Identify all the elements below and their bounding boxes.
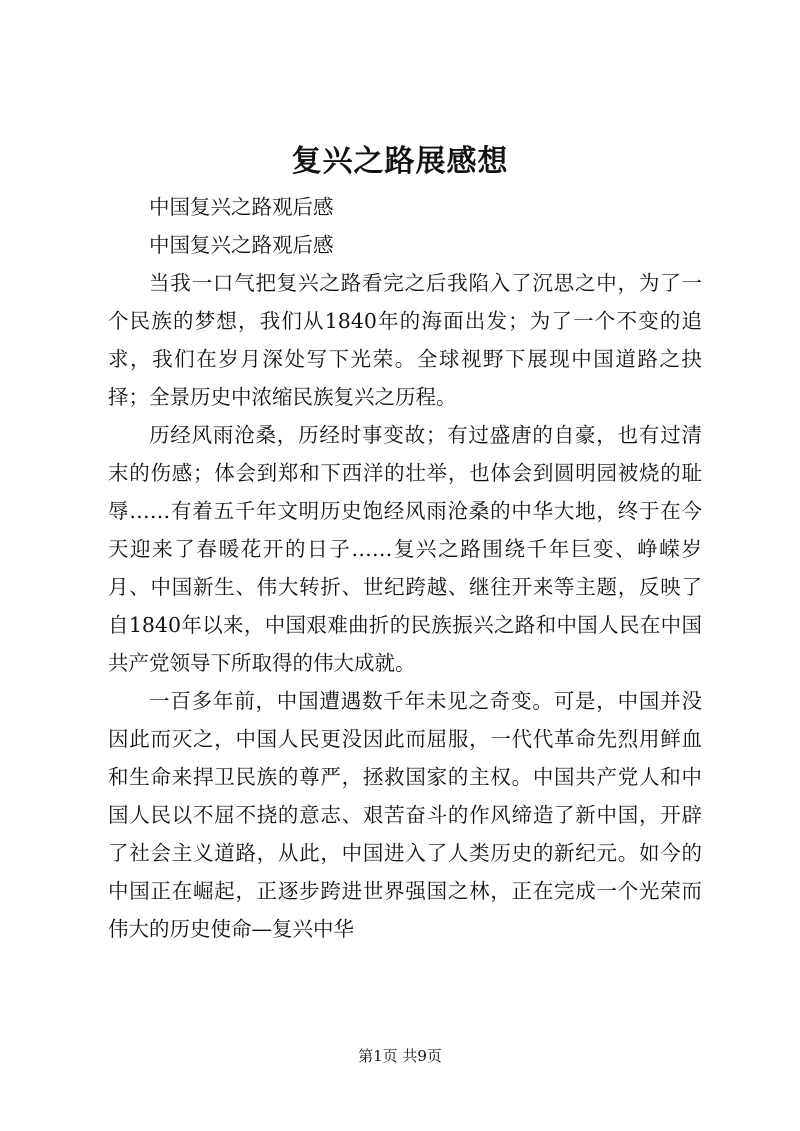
body-paragraph: 中国复兴之路观后感 [149,233,334,257]
body-paragraph: 一百多年前，中国遭遇数千年未见之奇变。可是，中国并没因此而灭之，中国人民更没因此而屈服，一代代革命先烈用鲜血和生命来捍卫民族的尊严，拯救国家的主权。中国共产党人和中国人民以不屈不挠的意志、艰苦奋斗的作风缔造了新中国，开辟了社会主义道路，从此，中国进入了人类历史的新纪元。如今的中国正在崛起，正逐步跨进世界强国之林，正在完成一个光荣而伟大的历史使命—复兴中华 [108,689,702,941]
body-paragraph: 中国复兴之路观后感 [149,195,334,219]
document-body [108,188,702,948]
document-title: 复兴之路展感想 [291,144,509,179]
body-paragraph: 当我一口气把复兴之路看完之后我陷入了沉思之中，为了一个民族的梦想，我们从1840年的海面出发；为了一个不变的追求，我们在岁月深处写下光荣。全球视野下展现中国道路之抉择；全景历史中浓缩民族复兴之历程。 [108,271,702,409]
body-paragraph: 历经风雨沧桑，历经时事变故；有过盛唐的自豪，也有过清末的伤感；体会到郑和下西洋的壮举，也体会到圆明园被烧的耻辱……有着五千年文明历史饱经风雨沧桑的中华大地，终于在今天迎来了春暖花开的日子……复兴之路围绕千年巨变、峥嵘岁月、中国新生、伟大转折、世纪跨越、继往开来等主题，反映了自1840年以来，中国艰难曲折的民族振兴之路和中国人民在中国共产党领导下所取得的伟大成就。 [108,423,702,675]
page-number-footer: 第1页 共9页 [358,1047,442,1065]
